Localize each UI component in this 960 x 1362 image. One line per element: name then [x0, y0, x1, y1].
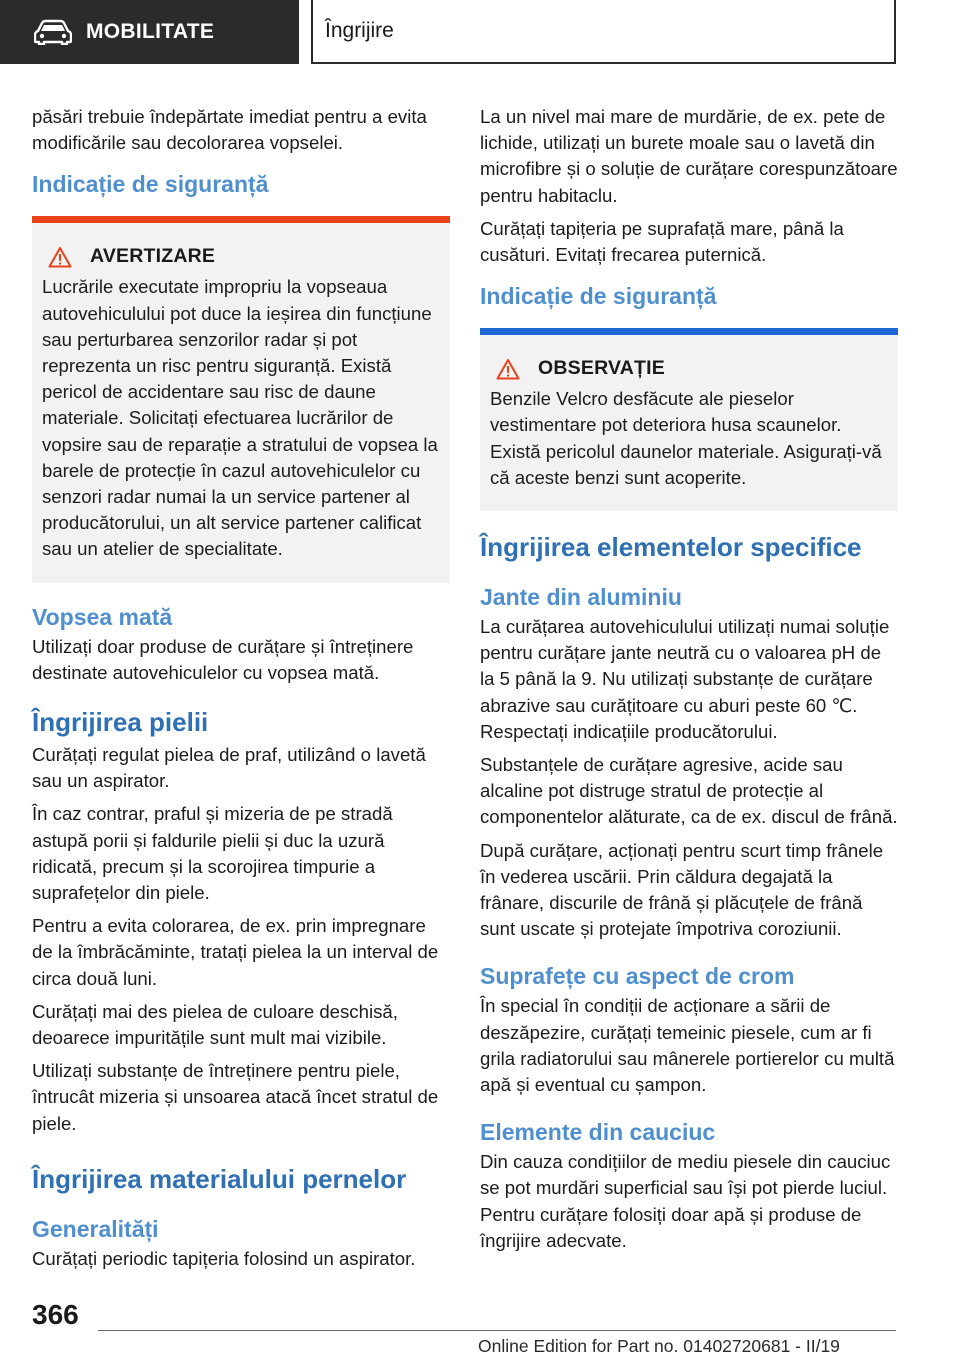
paragraph: În caz contrar, praful și mizeria de pe stradă astupă porii și faldurile pielii și duc la uzură ridicată, precum și la scorojirea timpurie a suprafețelor din piele. — [32, 803, 393, 904]
paragraph: La curățarea autovehiculului utilizați numai soluție pentru curățare jante neutră cu o valoarea pH de la 5 până la 9. Nu utilizați substanțe de curățare abrazive sau curățitoare cu aburi peste 60 ℃. Respectați indicațiile producătorului. — [480, 616, 890, 742]
footer-divider — [98, 1330, 896, 1331]
paragraph: Curățați mai des pielea de culoare deschisă, deoarece impuritățile sunt mult mai vizibile. — [32, 1000, 398, 1049]
paragraph: Utilizați doar produse de curățare și întreținere destinate autovehiculelor cu vopsea mată. — [32, 635, 414, 683]
heading-cushion-care: Îngrijirea materialului pernelor — [32, 1163, 407, 1194]
paragraph: După curățare, acționați pentru scurt timp frânele în vederea uscării. Prin căldura degajată la frânare, discurile de frână și plăcuțele de frână sunt uscate și protejate împotriva coroziunii. — [480, 839, 884, 940]
warning-triangle-icon — [496, 358, 520, 380]
notice-text: Benzile Velcro desfăcute ale pieselor vestimentare pot deteriora husa scaunelor. Există pericolul daunelor materiale. Asigurați-vă că aceste benzi sunt acoperite. — [490, 388, 882, 488]
paragraph: păsări trebuie îndepărtate imediat pentru a evita modificările sau decolorarea vopselei. — [32, 106, 427, 154]
heading-specific-elements: Îngrijirea elementelor specifice — [480, 532, 862, 563]
paragraph: Substanțele de curățare agresive, acide sau alcaline pot distruge stratul de protecție al componentelor alăturate, ca de ex. discul de frână. — [480, 754, 898, 828]
heading-alloy-rims: Jante din aluminiu — [480, 584, 682, 611]
section-tab — [0, 0, 299, 64]
notice-title-row — [490, 357, 888, 380]
paragraph: Din cauza condițiilor de mediu piesele din cauciuc se pot murdări superficial sau își pot pierde luciul. Pentru curățare folosiți doar apă și produse de îngrijire adecvate. — [480, 1151, 891, 1251]
notice-title: OBSERVAȚIE — [538, 357, 665, 380]
warning-title-row — [42, 245, 440, 268]
paragraph: Utilizați substanțe de întreținere pentru piele, întrucât mizeria și unsoarea atacă încet stratul de piele. — [32, 1060, 439, 1134]
paragraph: În special în condiții de acționare a sării de deszăpezire, curățați temeinic piesele, cum ar fi grila radiatorului sau mânerele portierelor cu multă apă și eventual cu șampon. — [480, 995, 895, 1096]
paragraph: Curățați periodic tapițeria folosind un aspirator. — [32, 1247, 416, 1269]
heading-general: Generalități — [32, 1215, 159, 1242]
car-icon — [34, 19, 72, 45]
paragraph: La un nivel mai mare de murdărie, de ex. pete de lichide, utilizați un burete moale sau o lavetă din microfibre și o soluție de curățare corespunzătoare pentru habitaclu. — [480, 106, 898, 206]
paragraph: Curățați regulat pielea de praf, utilizând o lavetă sau un aspirator. — [32, 744, 426, 792]
left-column — [32, 104, 450, 1279]
heading-leather-care: Îngrijirea pielii — [32, 707, 209, 738]
warning-triangle-icon — [48, 246, 72, 268]
paragraph: Curățați tapițeria pe suprafață mare, până la cusături. Evitați frecarea puternică. — [480, 217, 844, 266]
warning-box — [32, 216, 450, 582]
edition-info: Online Edition for Part no. 01402720681 - II/19 — [478, 1336, 840, 1356]
chapter-box — [311, 0, 896, 64]
notice-box — [480, 328, 898, 511]
heading-chrome-surfaces: Suprafețe cu aspect de crom — [480, 963, 795, 990]
page-number: 366 — [32, 1299, 79, 1330]
heading-safety: Indicație de siguranță — [32, 171, 269, 198]
warning-text: Lucrările executate impropriu la vopseaua autovehiculului pot duce la ieșirea din funcțiune sau perturbarea senzorilor radar și pot reprezenta un risc pentru siguranță. Există pericol de accidentare sau risc de daune materiale. Solicitați efectuarea lucrărilor de vopsire sau de reparație a stratului de vopsea la barele de protecție în cazul autovehiculelor cu senzori radar numai la un service partener al producătorului, un alt service partener calificat sau un atelier de specialitate. — [42, 276, 438, 560]
paragraph: Pentru a evita colorarea, de ex. prin impregnare de la îmbrăcăminte, tratați pielea la un interval de circa două luni. — [32, 915, 439, 989]
heading-matte-paint: Vopsea mată — [32, 603, 173, 630]
warning-title: AVERTIZARE — [90, 245, 216, 268]
chapter-title: Îngrijire — [325, 19, 394, 42]
heading-safety: Indicație de siguranță — [480, 283, 717, 310]
section-title: MOBILITATE — [86, 20, 215, 43]
heading-rubber-elements: Elemente din cauciuc — [480, 1119, 716, 1146]
right-column — [480, 104, 898, 1261]
